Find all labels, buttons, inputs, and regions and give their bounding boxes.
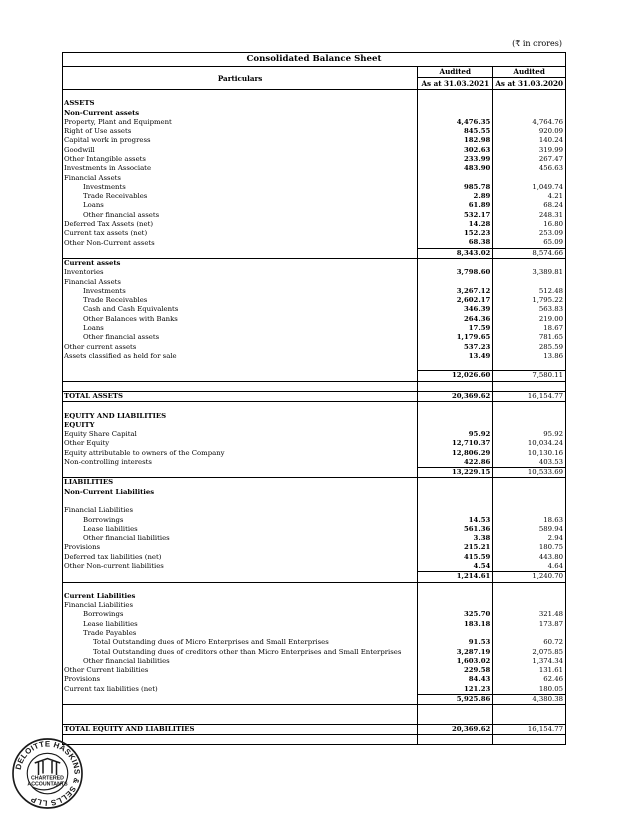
table-row: [63, 287, 565, 296]
row-label: Other financial assets: [63, 333, 418, 342]
row-label: Deferred tax liabilities (net): [63, 553, 418, 562]
table-row: [63, 685, 565, 695]
value-2020: [493, 629, 565, 638]
value-2020: 443.80: [538, 552, 563, 561]
row-label: [63, 497, 418, 506]
table-row: [63, 164, 565, 173]
value-2021: 20,369.62: [418, 391, 493, 401]
value-2021: [418, 488, 493, 497]
value-2021: 12,806.29: [418, 449, 493, 458]
row-label: Investments: [63, 287, 418, 296]
balance-sheet: [62, 52, 566, 745]
value-2021: [418, 402, 493, 412]
row-label: Financial Assets: [63, 174, 418, 183]
subtotal-row: [63, 468, 565, 478]
subtotal-row: [63, 694, 565, 704]
value-2020: [493, 402, 565, 412]
value-2021: 20,369.62: [418, 724, 493, 734]
table-row: [63, 229, 565, 238]
value-2020: 1,795.22: [532, 296, 563, 305]
row-label: [63, 714, 418, 724]
value-2020: 219.00: [538, 314, 563, 323]
value-2020: [493, 99, 565, 108]
value-2021: [418, 601, 493, 610]
table-row: [63, 610, 565, 619]
value-2020: 781.65: [538, 333, 563, 342]
table-body: [63, 90, 565, 745]
row-label: Right of Use assets: [63, 127, 418, 136]
row-label: Borrowings: [63, 610, 418, 619]
value-2021: [418, 714, 493, 724]
value-2020: 589.94: [538, 524, 563, 533]
value-2021: 14.53: [418, 516, 493, 525]
row-label: Current assets: [63, 259, 418, 269]
value-2021: 985.78: [418, 183, 493, 192]
col2-date-header: As at 31.03.2020: [493, 78, 565, 90]
value-2020: [493, 109, 565, 118]
table-row: [63, 543, 565, 552]
value-2020: 95.92: [543, 430, 563, 439]
value-2021: 8,343.02: [418, 248, 493, 258]
value-2020: 62.46: [543, 675, 563, 684]
table-row: [63, 220, 565, 229]
value-2021: 183.18: [418, 620, 493, 629]
value-2021: 537.23: [418, 343, 493, 352]
table-row: [63, 211, 565, 220]
value-2021: [418, 361, 493, 371]
table-row: [63, 333, 565, 342]
table-row: [63, 534, 565, 543]
row-label: Non-Current assets: [63, 109, 418, 118]
row-label: [63, 248, 418, 258]
col1-date-header: As at 31.03.2021: [418, 78, 493, 90]
value-2021: 182.98: [418, 136, 493, 145]
value-2020: [493, 90, 565, 100]
table-row: [63, 259, 565, 269]
row-label: Goodwill: [63, 146, 418, 155]
table-row: [63, 155, 565, 164]
value-2020: 1,374.34: [532, 656, 563, 665]
particulars-header: Particulars: [63, 67, 418, 90]
col2-status-header: Audited: [493, 67, 565, 78]
row-label: [63, 402, 418, 412]
value-2020: 18.67: [543, 324, 563, 333]
value-2020: 512.48: [538, 286, 563, 295]
row-label: Deferred Tax Assets (net): [63, 220, 418, 229]
row-label: Other Current liabilities: [63, 666, 418, 675]
row-label: Current tax assets (net): [63, 229, 418, 238]
row-label: Provisions: [63, 543, 418, 552]
value-2020: [493, 506, 565, 515]
row-label: [63, 694, 418, 704]
row-label: Equity attributable to owners of the Company: [63, 449, 418, 458]
value-2021: [418, 506, 493, 515]
value-2020: [493, 714, 565, 724]
table-row: [63, 458, 565, 468]
value-2020: 4,764.76: [532, 117, 563, 126]
row-label: [63, 381, 418, 391]
value-2020: 321.48: [538, 610, 563, 619]
spacer-row: [63, 705, 565, 715]
row-label: [63, 705, 418, 715]
value-2021: 3.38: [418, 534, 493, 543]
value-2021: [418, 99, 493, 108]
value-2020: 4.21: [547, 192, 563, 201]
value-2021: 3,798.60: [418, 268, 493, 277]
svg-text:DELOITTE HASKINS & SELLS LLP: DELOITTE HASKINS & SELLS LLP: [13, 739, 82, 808]
value-2021: 233.99: [418, 155, 493, 164]
row-label: [63, 90, 418, 100]
table-row: [63, 146, 565, 155]
row-label: Trade Payables: [63, 629, 418, 638]
value-2020: 563.83: [538, 305, 563, 314]
value-2021: 422.86: [418, 458, 493, 468]
spacer-row: [63, 402, 565, 412]
value-2020: [493, 361, 565, 371]
table-row: [63, 439, 565, 448]
value-2020: 253.09: [538, 229, 563, 238]
table-row: [63, 525, 565, 534]
spacer-row: [63, 735, 565, 745]
value-2020: 140.24: [538, 136, 563, 145]
value-2020: [493, 478, 565, 488]
value-2020: [493, 412, 565, 421]
value-2021: 1,214.61: [418, 572, 493, 582]
value-2020: 267.47: [538, 154, 563, 163]
row-label: Assets classified as held for sale: [63, 352, 418, 361]
value-2020: 456.63: [538, 164, 563, 173]
value-2021: 561.36: [418, 525, 493, 534]
value-2020: 1,240.70: [493, 572, 565, 582]
table-row: [63, 724, 565, 734]
value-2021: [418, 381, 493, 391]
row-label: Financial Liabilities: [63, 601, 418, 610]
value-2021: 1,603.02: [418, 657, 493, 666]
value-2021: 3,267.12: [418, 287, 493, 296]
spacer-row: [63, 361, 565, 371]
table-row: [63, 118, 565, 127]
table-row: [63, 430, 565, 439]
value-2020: 18.63: [543, 515, 563, 524]
row-label: Loans: [63, 324, 418, 333]
value-2021: [418, 278, 493, 287]
row-label: Other current assets: [63, 343, 418, 352]
value-2021: 4.54: [418, 562, 493, 572]
table-row: [63, 506, 565, 515]
value-2020: 285.59: [538, 342, 563, 351]
value-2021: [418, 478, 493, 488]
table-row: [63, 99, 565, 108]
col1-status-header: Audited: [418, 67, 493, 78]
row-label: [63, 572, 418, 582]
value-2020: [493, 381, 565, 391]
table-row: [63, 666, 565, 675]
value-2020: 16.80: [543, 219, 563, 228]
row-label: Financial Assets: [63, 278, 418, 287]
value-2021: 68.38: [418, 238, 493, 248]
row-label: Financial Liabilities: [63, 506, 418, 515]
spacer-row: [63, 90, 565, 100]
value-2020: 65.09: [543, 238, 563, 247]
spacer-row: [63, 582, 565, 592]
row-label: Capital work in progress: [63, 136, 418, 145]
value-2020: 10,034.24: [527, 439, 563, 448]
value-2021: [418, 629, 493, 638]
row-label: Property, Plant and Equipment: [63, 118, 418, 127]
table-row: [63, 109, 565, 118]
value-2020: 60.72: [543, 638, 563, 647]
row-label: Loans: [63, 201, 418, 210]
sheet-title: Consolidated Balance Sheet: [63, 53, 565, 67]
value-2021: 13.49: [418, 352, 493, 361]
value-2021: [418, 412, 493, 421]
value-2020: 920.09: [538, 127, 563, 136]
row-label: [63, 468, 418, 478]
value-2020: 180.75: [538, 543, 563, 552]
row-label: Other Intangible assets: [63, 155, 418, 164]
value-2021: 2,602.17: [418, 296, 493, 305]
value-2021: [418, 109, 493, 118]
value-2021: 264.36: [418, 315, 493, 324]
row-label: Non-Current Liabilities: [63, 488, 418, 497]
value-2021: 17.59: [418, 324, 493, 333]
row-label: Trade Receivables: [63, 192, 418, 201]
value-2021: 302.63: [418, 146, 493, 155]
row-label: EQUITY: [63, 421, 418, 430]
value-2021: 4,476.35: [418, 118, 493, 127]
value-2020: [493, 601, 565, 610]
row-label: Lease liabilities: [63, 620, 418, 629]
table-row: [63, 629, 565, 638]
value-2021: [418, 592, 493, 601]
value-2021: 12,710.37: [418, 439, 493, 448]
svg-text:CHARTEREDACCOUNTANTS: CHARTERED ACCOUNTANTS: [27, 775, 68, 788]
table-row: [63, 488, 565, 497]
table-row: [63, 315, 565, 324]
row-label: [63, 582, 418, 592]
value-2021: 61.89: [418, 201, 493, 210]
value-2020: 248.31: [538, 210, 563, 219]
row-label: Investments: [63, 183, 418, 192]
table-row: [63, 296, 565, 305]
table-row: [63, 192, 565, 201]
row-label: ASSETS: [63, 99, 418, 108]
value-2020: 3,389.81: [532, 268, 563, 277]
spacer-row: [63, 497, 565, 506]
value-2020: [493, 582, 565, 592]
row-label: Current Liabilities: [63, 592, 418, 601]
table-row: [63, 305, 565, 314]
value-2020: [493, 174, 565, 183]
value-2021: 325.70: [418, 610, 493, 619]
value-2020: 2.94: [547, 534, 563, 543]
value-2021: 95.92: [418, 430, 493, 439]
value-2020: 403.53: [538, 457, 563, 466]
row-label: Non-controlling interests: [63, 458, 418, 468]
value-2020: 7,580.11: [493, 371, 565, 381]
table-row: [63, 412, 565, 421]
value-2021: 13,229.15: [418, 468, 493, 478]
value-2021: [418, 497, 493, 506]
value-2021: [418, 705, 493, 715]
value-2020: 131.61: [538, 666, 563, 675]
table-row: [63, 201, 565, 210]
value-2020: [493, 705, 565, 715]
value-2020: [493, 497, 565, 506]
row-label: Current tax liabilities (net): [63, 685, 418, 695]
table-row: [63, 657, 565, 666]
balance-sheet-table: [63, 67, 565, 744]
row-label: TOTAL EQUITY AND LIABILITIES: [63, 724, 418, 734]
row-label: [63, 361, 418, 371]
table-row: [63, 343, 565, 352]
value-2020: 4.64: [547, 561, 563, 570]
value-2021: [418, 582, 493, 592]
value-2020: 1,049.74: [532, 182, 563, 191]
value-2021: 152.23: [418, 229, 493, 238]
value-2020: 319.99: [538, 145, 563, 154]
subtotal-row: [63, 248, 565, 258]
value-2020: 13.86: [543, 351, 563, 360]
value-2021: 5,925.86: [418, 694, 493, 704]
row-label: Investments in Associate: [63, 164, 418, 173]
value-2021: 2.89: [418, 192, 493, 201]
value-2020: 68.24: [543, 201, 563, 210]
value-2020: 10,130.16: [527, 448, 563, 457]
row-label: Other Balances with Banks: [63, 315, 418, 324]
value-2020: 8,574.66: [493, 248, 565, 258]
row-label: Other financial liabilities: [63, 657, 418, 666]
row-label: Trade Receivables: [63, 296, 418, 305]
value-2021: 483.90: [418, 164, 493, 173]
row-label: Inventories: [63, 268, 418, 277]
value-2021: 121.23: [418, 685, 493, 695]
table-row: [63, 553, 565, 562]
row-label: Lease liabilities: [63, 525, 418, 534]
subtotal-row: [63, 371, 565, 381]
value-2021: 14.28: [418, 220, 493, 229]
value-2021: [418, 174, 493, 183]
firm-seal: [10, 736, 85, 811]
row-label: EQUITY AND LIABILITIES: [63, 412, 418, 421]
table-row: [63, 675, 565, 684]
table-row: [63, 648, 565, 657]
value-2020: 4,380.38: [493, 694, 565, 704]
row-label: [63, 371, 418, 381]
spacer-row: [63, 714, 565, 724]
row-label: Cash and Cash Equivalents: [63, 305, 418, 314]
subtotal-row: [63, 572, 565, 582]
table-row: [63, 391, 565, 401]
value-2021: 346.39: [418, 305, 493, 314]
row-label: TOTAL ASSETS: [63, 391, 418, 401]
table-row: [63, 268, 565, 277]
row-label: Total Outstanding dues of creditors other than Micro Enterprises and Small Enterprises: [63, 648, 418, 657]
table-row: [63, 638, 565, 647]
value-2021: [418, 421, 493, 430]
table-row: [63, 238, 565, 248]
value-2020: 2,075.85: [532, 647, 563, 656]
value-2021: 415.59: [418, 553, 493, 562]
value-2020: [493, 488, 565, 497]
row-label: Other financial liabilities: [63, 534, 418, 543]
row-label: Equity Share Capital: [63, 430, 418, 439]
row-label: Other Non-current liabilities: [63, 562, 418, 572]
value-2021: [418, 90, 493, 100]
value-2021: [418, 259, 493, 269]
value-2020: 16,154.77: [493, 391, 565, 401]
table-row: [63, 562, 565, 572]
value-2021: 532.17: [418, 211, 493, 220]
value-2021: 845.55: [418, 127, 493, 136]
table-row: [63, 620, 565, 629]
row-label: Other Non-Current assets: [63, 238, 418, 248]
table-row: [63, 324, 565, 333]
table-row: [63, 516, 565, 525]
value-2021: 215.21: [418, 543, 493, 552]
value-2020: [493, 259, 565, 269]
value-2020: [493, 592, 565, 601]
table-row: [63, 478, 565, 488]
table-row: [63, 278, 565, 287]
table-row: [63, 174, 565, 183]
row-label: Other financial assets: [63, 211, 418, 220]
value-2020: 16,154.77: [493, 724, 565, 734]
row-label: Other Equity: [63, 439, 418, 448]
table-row: [63, 449, 565, 458]
row-label: Borrowings: [63, 516, 418, 525]
value-2020: 180.05: [538, 684, 563, 693]
row-label: LIABILITIES: [63, 478, 418, 488]
table-row: [63, 136, 565, 145]
value-2020: [493, 735, 565, 745]
unit-note: (₹ in crores): [512, 39, 562, 48]
row-label: Provisions: [63, 675, 418, 684]
table-row: [63, 421, 565, 430]
value-2021: [418, 735, 493, 745]
table-row: [63, 592, 565, 601]
spacer-row: [63, 381, 565, 391]
table-row: [63, 601, 565, 610]
value-2021: 229.58: [418, 666, 493, 675]
row-label: [63, 735, 418, 745]
table-row: [63, 127, 565, 136]
value-2021: 1,179.65: [418, 333, 493, 342]
table-row: [63, 352, 565, 361]
value-2020: 10,533.69: [493, 468, 565, 478]
value-2020: [493, 278, 565, 287]
value-2020: 173.87: [538, 619, 563, 628]
value-2021: 3,287.19: [418, 648, 493, 657]
row-label: Total Outstanding dues of Micro Enterprises and Small Enterprises: [63, 638, 418, 647]
table-row: [63, 183, 565, 192]
value-2021: 12,026.60: [418, 371, 493, 381]
value-2020: [493, 421, 565, 430]
value-2021: 91.53: [418, 638, 493, 647]
value-2021: 84.43: [418, 675, 493, 684]
